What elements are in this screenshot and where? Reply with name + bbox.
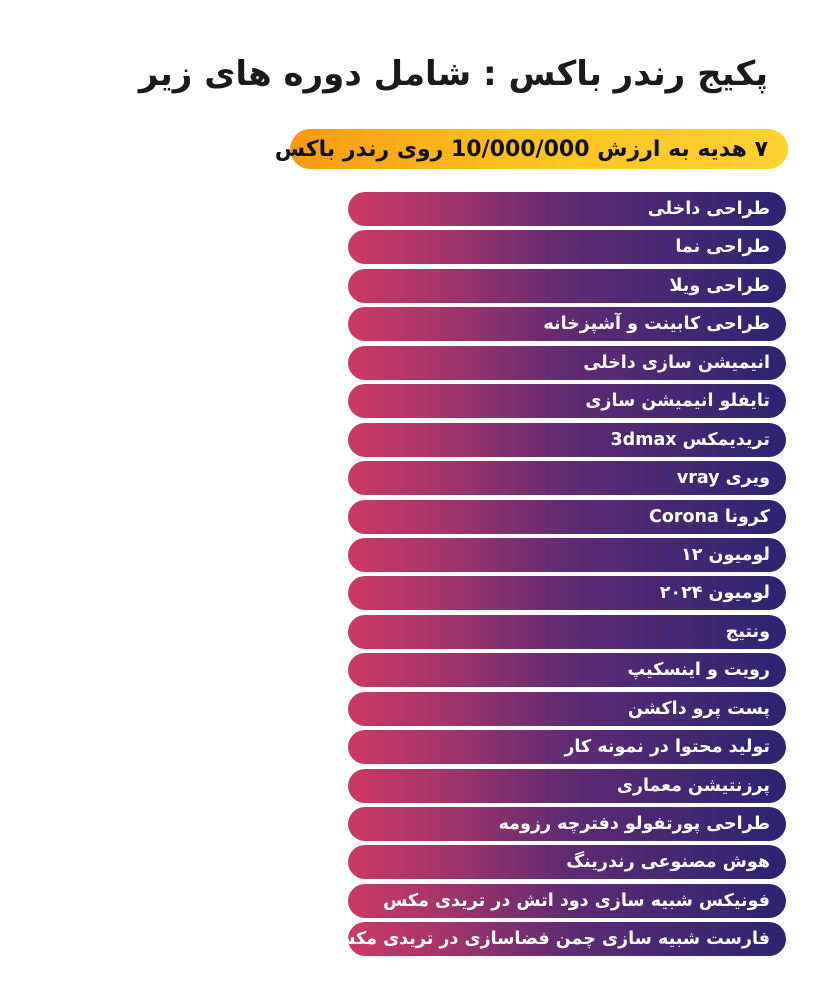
course-item <box>348 769 786 803</box>
course-item <box>348 269 786 303</box>
course-item <box>348 576 786 610</box>
course-item <box>348 692 786 726</box>
course-label: ونتیج <box>725 621 770 642</box>
course-list <box>331 192 786 961</box>
course-label: رویت و اینسکیپ <box>627 660 770 681</box>
course-item <box>348 538 786 572</box>
course-label: پرزنتیشن معماری <box>616 775 770 796</box>
course-label: طراحی نما <box>675 237 770 258</box>
course-label: پست پرو داکشن <box>627 698 770 719</box>
course-label: طراحی کابینت و آشپزخانه <box>543 314 770 335</box>
course-label: تولید محتوا در نمونه کار <box>564 737 770 758</box>
course-item <box>348 500 786 534</box>
course-label: کرونا Corona <box>649 506 770 527</box>
course-item <box>348 346 786 380</box>
course-label: لومیون ۲۰۲۴ <box>659 583 770 604</box>
gift-banner-text: ۷ هدیه به ارزش 10/000/000 روی رندر باکس <box>274 136 768 162</box>
course-label: ویری vray <box>676 468 770 489</box>
course-item <box>348 423 786 457</box>
course-item <box>348 384 786 418</box>
course-label: لومیون ۱۲ <box>681 544 770 565</box>
gift-banner <box>274 129 788 169</box>
course-label: فارست شبیه سازی چمن فضاسازی در تریدی مکس <box>331 929 770 950</box>
page-title: پکیج رندر باکس : شامل دوره های زیر <box>138 54 768 94</box>
course-label: طراحی پورتفولو دفترچه رزومه <box>498 814 770 834</box>
course-item <box>348 230 786 264</box>
course-label: انیمیشن سازی داخلی <box>583 352 770 373</box>
course-item <box>348 730 786 764</box>
course-item <box>348 615 786 649</box>
course-item <box>348 461 786 495</box>
course-item <box>348 807 786 841</box>
course-label: طراحی داخلی <box>647 199 770 219</box>
course-item <box>348 884 786 918</box>
course-label: تایفلو انیمیشن سازی <box>585 391 770 412</box>
course-label: فونیکس شبیه سازی دود اتش در تریدی مکس <box>383 890 770 911</box>
course-item <box>348 192 786 226</box>
course-item <box>348 307 786 341</box>
course-item <box>348 845 786 879</box>
course-label: طراحی ویلا <box>669 275 770 296</box>
course-label: تریدیمکس 3dmax <box>610 429 770 450</box>
course-item <box>348 653 786 687</box>
course-label: هوش مصنوعی رندرینگ <box>566 852 770 873</box>
course-item <box>331 922 786 956</box>
